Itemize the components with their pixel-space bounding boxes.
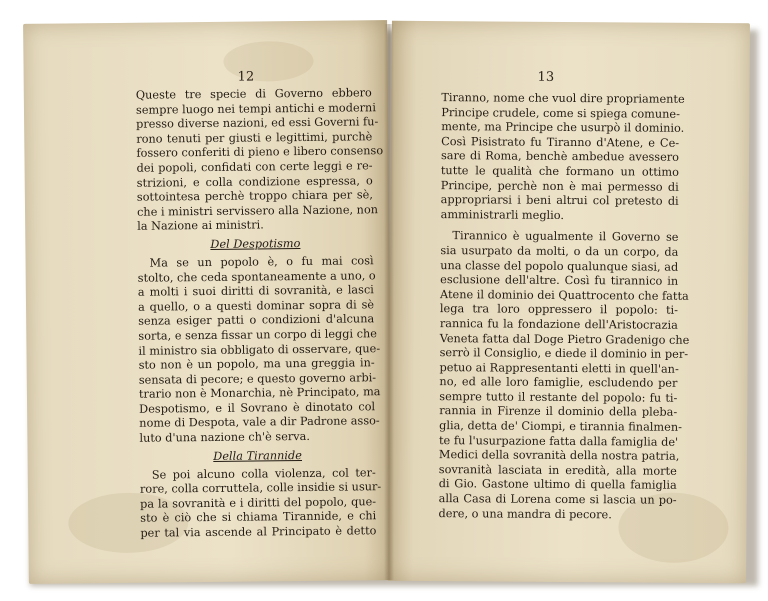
- book-gutter: [384, 24, 394, 580]
- text-line: Atene il dominio dei Quattrocento che fatta: [440, 287, 689, 303]
- text-line: Queste tre specie di Governo ebbero: [135, 86, 372, 102]
- right-page-text: [438, 91, 690, 523]
- text-line: il ministro sia obbligato di osservare, que-: [138, 341, 381, 358]
- text-line: te fu l'usurpazione fatta dalla famiglia de': [438, 433, 679, 449]
- text-line: a quello, o a questi dominar sopra di sè: [137, 297, 375, 314]
- text-line: mente, ma Principe che usurpò il dominio.: [441, 120, 685, 135]
- section-heading: Della Tirannide: [213, 448, 303, 463]
- text-line: Se poi alcuno colla violenza, col ter-: [151, 465, 376, 482]
- section-heading: Del Despotismo: [210, 236, 301, 251]
- text-line: Despotismo, e il Sovrano è dinotato col: [139, 400, 376, 416]
- right-page: [388, 21, 750, 583]
- text-line: sorta, e senza fissar un corpo di leggi che: [138, 327, 378, 343]
- text-line: dei popoli, confidati con certe leggi e re-: [136, 159, 373, 175]
- text-line: serrò il Consiglio, e diede il dominio in per-: [439, 346, 689, 361]
- text-line: esclusione dell'altre. Così fu tirannico in: [440, 273, 679, 288]
- text-line: rore, colla corruttela, colle insidie si usur-: [139, 480, 382, 496]
- text-line: sensata di pecore; e questo governo arbi-: [138, 370, 377, 387]
- text-line: a molti i suoi diritti di sovranità, e lasci: [137, 283, 374, 299]
- text-line: Ma se un popolo è, o fu mai così: [149, 254, 374, 270]
- text-line: dere, o una mandra di pecore.: [438, 506, 612, 521]
- text-line: senza esiger patti o condizioni d'alcuna: [138, 312, 375, 329]
- text-line: no, ed alle loro famiglie, escludendo per: [439, 375, 678, 391]
- text-line: sottointesa perchè troppo chiara per sè,: [136, 188, 373, 204]
- text-line: sia usurpato da molti, o da un corpo, da: [440, 244, 679, 259]
- text-line: Principe, perchè non è mai permesso di: [440, 178, 679, 194]
- text-line: di Gio. Gastone ultimo di quella famiglia: [438, 477, 677, 493]
- text-line: la Nazione ai ministri.: [137, 218, 264, 234]
- text-line: appropriarsi i beni altrui col pretesto di: [440, 193, 679, 208]
- text-line: Principe crudele, come si spiega comune-: [441, 105, 681, 121]
- text-line: fossero conferiti di pieno e libero consenso: [136, 144, 384, 161]
- text-line: trario non è Monarchia, nè Principato, ma: [138, 385, 381, 402]
- text-line: Tirannico è ugualmente il Governo se: [452, 229, 679, 245]
- text-line: Così Pisistrato fu Tiranno d'Atene, e Ce-: [441, 134, 680, 150]
- text-line: stolto, che ceda spontaneamente a uno, o: [137, 268, 376, 285]
- text-line: sare di Roma, benchè ambedue avessero: [440, 149, 680, 165]
- page-number: 12: [237, 69, 255, 85]
- text-line: sempre luogo nei tempi antichi e moderni: [135, 100, 376, 117]
- text-line: sto non è un popolo, ma una greggia in-: [138, 356, 375, 372]
- text-line: strizioni, e colla condizione espressa, o: [136, 173, 373, 190]
- text-line: rannica fu la fondazione dell'Aristocrazia: [439, 317, 678, 332]
- text-line: Veneta fatta dal Doge Pietro Gradenigo che: [439, 331, 690, 347]
- text-line: sto è ciò che si chiama Tirannide, e chi: [140, 509, 377, 526]
- page-number: 13: [537, 69, 555, 85]
- text-line: petuo ai Rappresentanti eletti in quell'an-: [439, 360, 679, 376]
- text-line: pa la sovranità e i diritti del popolo, que-: [140, 495, 377, 511]
- left-page-text: [135, 86, 384, 541]
- text-line: rannia in Firenze il dominio della pleba-: [439, 404, 678, 420]
- text-line: sovranità lasciata in eredità, alla morte: [438, 462, 677, 478]
- text-line: rono tenuti per giusti e legittimi, purchè: [136, 130, 373, 146]
- text-line: Tiranno, nome che vuol dire propriamente: [441, 91, 685, 106]
- text-line: presso diverse nazioni, ed essi Governi fu-: [136, 115, 379, 131]
- text-line: sempre tutto il restante del popolo: fu ti-: [439, 389, 678, 405]
- left-page: [23, 20, 393, 584]
- text-line: luto d'una nazione ch'è serva.: [139, 430, 311, 445]
- text-line: lega tra loro oppressero il popolo: ti-: [439, 302, 678, 318]
- text-line: tutte le qualità che formano un ottimo: [440, 164, 679, 179]
- text-line: Medici della sovranità della nostra patria,: [438, 448, 680, 464]
- text-line: una classe del popolo qualunque siasi, ad: [440, 258, 679, 274]
- text-line: amministrarli meglio.: [440, 207, 565, 222]
- text-line: alla Casa di Lorena come si lascia un po-: [438, 492, 677, 507]
- text-line: nome di Despota, vale a dir Padrone asso-: [139, 414, 380, 431]
- text-line: che i ministri servissero alla Nazione, non: [136, 202, 379, 219]
- text-line: per tal via ascende al Principato è detto: [140, 524, 377, 540]
- text-line: glia, detta de' Ciompi, e tirannia finalmen-: [439, 419, 682, 434]
